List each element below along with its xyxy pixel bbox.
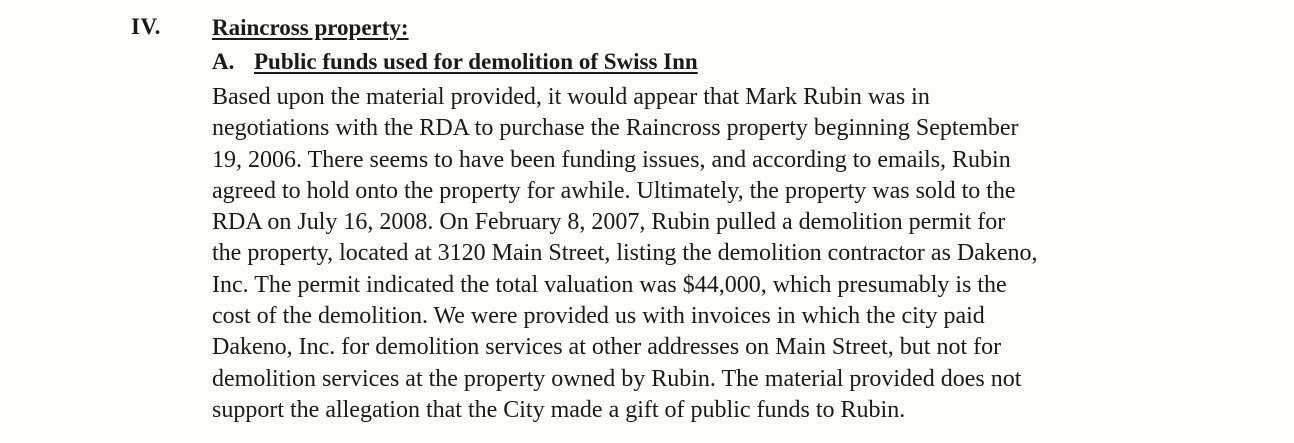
section-title: Raincross property: — [212, 15, 409, 40]
body-line: demolition services at the property owned by Rubin. The material provided does not — [212, 365, 1022, 392]
body-line: RDA on July 16, 2008. On February 8, 2007, Rubin pulled a demolition permit for — [212, 209, 1006, 236]
body-line: agreed to hold onto the property for awhile. Ultimately, the property was sold to the — [212, 177, 1016, 204]
body-line: Dakeno, Inc. for demolition services at other addresses on Main Street, but not for — [212, 334, 1002, 361]
body-line: cost of the demolition. We were provided us with invoices in which the city paid — [212, 303, 985, 330]
body-paragraph — [212, 82, 1192, 426]
section-number: IV. — [131, 14, 161, 39]
body-line: the property, located at 3120 Main Street, listing the demolition contractor as Dakeno, — [212, 240, 1038, 267]
body-line: Based upon the material provided, it would appear that Mark Rubin was in — [212, 84, 930, 110]
body-line: Inc. The permit indicated the total valuation was $44,000, which presumably is the — [212, 271, 1007, 298]
subsection-heading — [212, 48, 698, 76]
subsection-letter: A. — [212, 49, 235, 74]
subsection-title: Public funds used for demolition of Swiss Inn — [254, 49, 698, 74]
body-line: 19, 2006. There seems to have been funding issues, and according to emails, Rubin — [212, 146, 1011, 173]
body-line: negotiations with the RDA to purchase the Raincross property beginning September — [212, 115, 1019, 142]
body-line: support the allegation that the City made a gift of public funds to Rubin. — [212, 396, 906, 423]
